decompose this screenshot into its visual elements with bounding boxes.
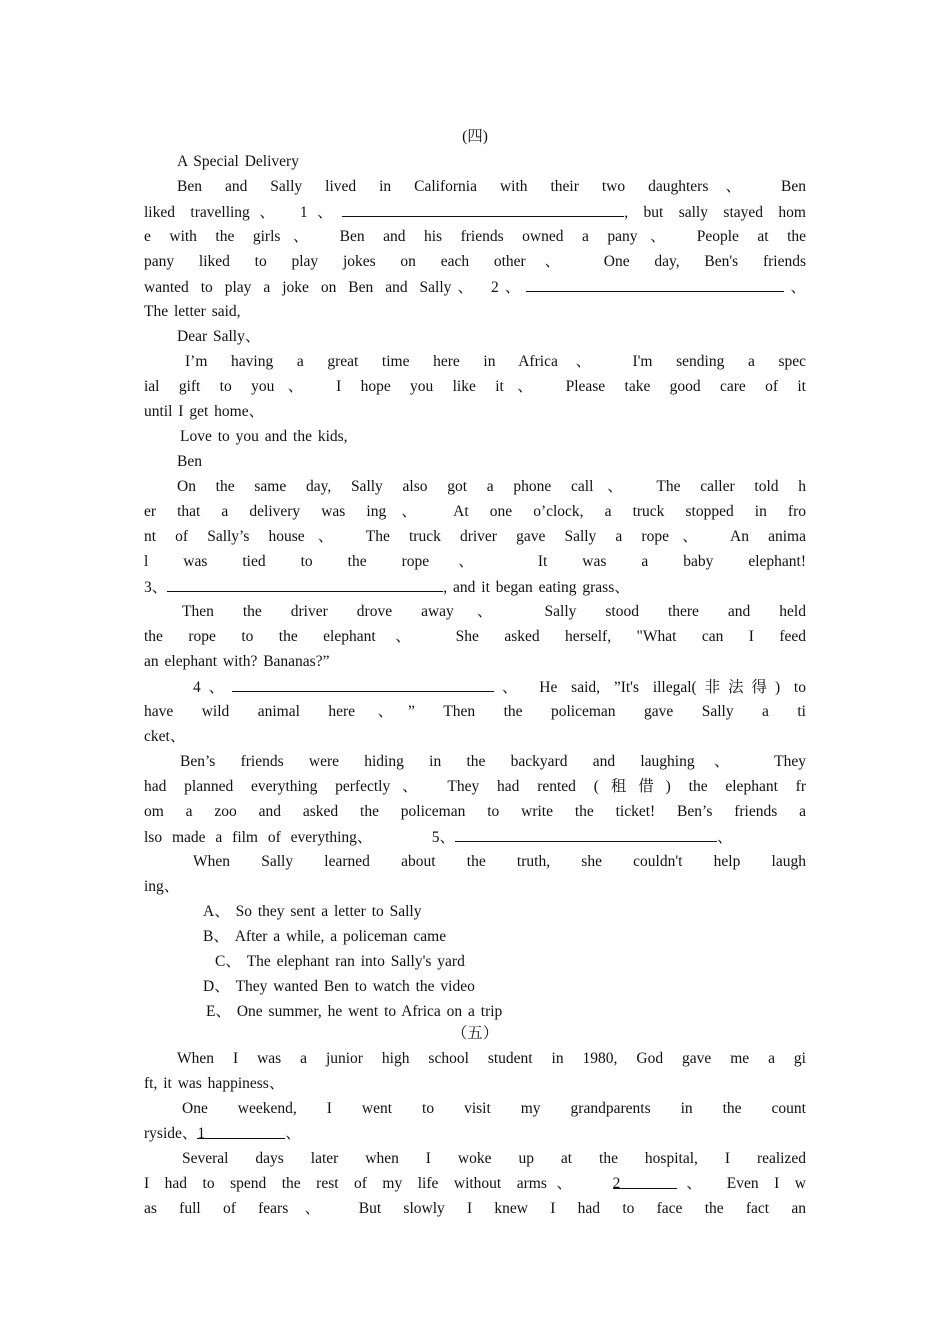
story-line: Then the driver drove away、 Sally stood there and held — [182, 603, 806, 620]
story-line: ft, it was happiness、 — [144, 1075, 285, 1092]
answer-blank-3[interactable] — [167, 577, 443, 592]
letter-line: ial gift to you、 I hope you like it、 Please take good care of it — [144, 378, 806, 395]
story-line: had planned everything perfectly、 They had rented (租借) the elephant fr — [144, 778, 806, 795]
story-line: 4、 、 He said, ”It's illegal(非法得) to — [193, 679, 806, 696]
story-line: er that a delivery was ing、 At one o’clock, a truck stopped in fro — [144, 503, 806, 520]
option-b: B、 After a while, a policeman came — [203, 928, 447, 945]
story-line: as full of fears、 But slowly I knew I had to face the fact an — [144, 1200, 806, 1217]
story-line: ing、 — [144, 878, 180, 895]
story-line: pany liked to play jokes on each other、 One day, Ben's friends — [144, 253, 806, 270]
section-four-heading: (四) — [462, 128, 488, 145]
answer-blank-5[interactable] — [455, 827, 717, 842]
option-d: D、 They wanted Ben to watch the video — [203, 978, 475, 995]
story-line: The letter said, — [144, 303, 241, 320]
story-line: When I was a junior high school student in 1980, God gave me a gi — [177, 1050, 806, 1067]
story-line: wanted to play a joke on Ben and Sally、 2、 、 — [144, 279, 806, 296]
story-line: the rope to the elephant、 She asked herself, "What can I feed — [144, 628, 806, 645]
story-line: I had to spend the rest of my life without arms、 2 、 Even I w — [144, 1175, 806, 1192]
story-line: l was tied to the rope、 It was a baby elephant! — [144, 553, 806, 570]
story-line: cket、 — [144, 728, 186, 745]
story-line: On the same day, Sally also got a phone call、 The caller told h — [177, 478, 806, 495]
story-line: an elephant with? Bananas?” — [144, 653, 330, 670]
story-line: One weekend, I went to visit my grandparents in the count — [182, 1100, 806, 1117]
story-line: When Sally learned about the truth, she couldn't help laugh — [193, 853, 806, 870]
answer-blank-1[interactable] — [342, 202, 624, 217]
letter-signature: Ben — [177, 453, 202, 470]
answer-blank-5-2[interactable]: 2 — [613, 1174, 677, 1189]
story-line: liked travelling、 1、 , but sally stayed hom — [144, 204, 806, 221]
story-line: have wild animal here、” Then the policeman gave Sally a ti — [144, 703, 806, 720]
story-line: nt of Sally’s house、 The truck driver gave Sally a rope、 An anima — [144, 528, 806, 545]
letter-line: until I get home、 — [144, 403, 265, 420]
letter-closing: Love to you and the kids, — [180, 428, 348, 445]
letter-line: I’m having a great time here in Africa、 I'm sending a spec — [185, 353, 806, 370]
answer-blank-4[interactable] — [232, 677, 494, 692]
story-line: Ben and Sally lived in California with their two daughters、 Ben — [177, 178, 806, 195]
option-e: E、 One summer, he went to Africa on a trip — [206, 1003, 503, 1020]
story-line: ryside、1 、 — [144, 1125, 301, 1142]
story-title: A Special Delivery — [177, 153, 299, 170]
story-line: e with the girls、 Ben and his friends owned a pany、 People at the — [144, 228, 806, 245]
story-line: om a zoo and asked the policeman to write the ticket! Ben’s friends a — [144, 803, 806, 820]
option-a: A、 So they sent a letter to Sally — [203, 903, 422, 920]
story-line: Several days later when I woke up at the hospital, I realized — [182, 1150, 806, 1167]
option-c: C、 The elephant ran into Sally's yard — [215, 953, 465, 970]
story-line: Ben’s friends were hiding in the backyard and laughing、 They — [180, 753, 806, 770]
answer-blank-5-1[interactable]: 1 — [197, 1124, 285, 1139]
letter-greeting: Dear Sally、 — [177, 328, 261, 345]
answer-blank-2[interactable] — [526, 277, 784, 292]
section-five-heading: （五） — [451, 1025, 499, 1042]
story-line: 3、 , and it began eating grass、 — [144, 579, 630, 596]
story-line: lso made a film of everything、 5、 、 — [144, 829, 733, 846]
